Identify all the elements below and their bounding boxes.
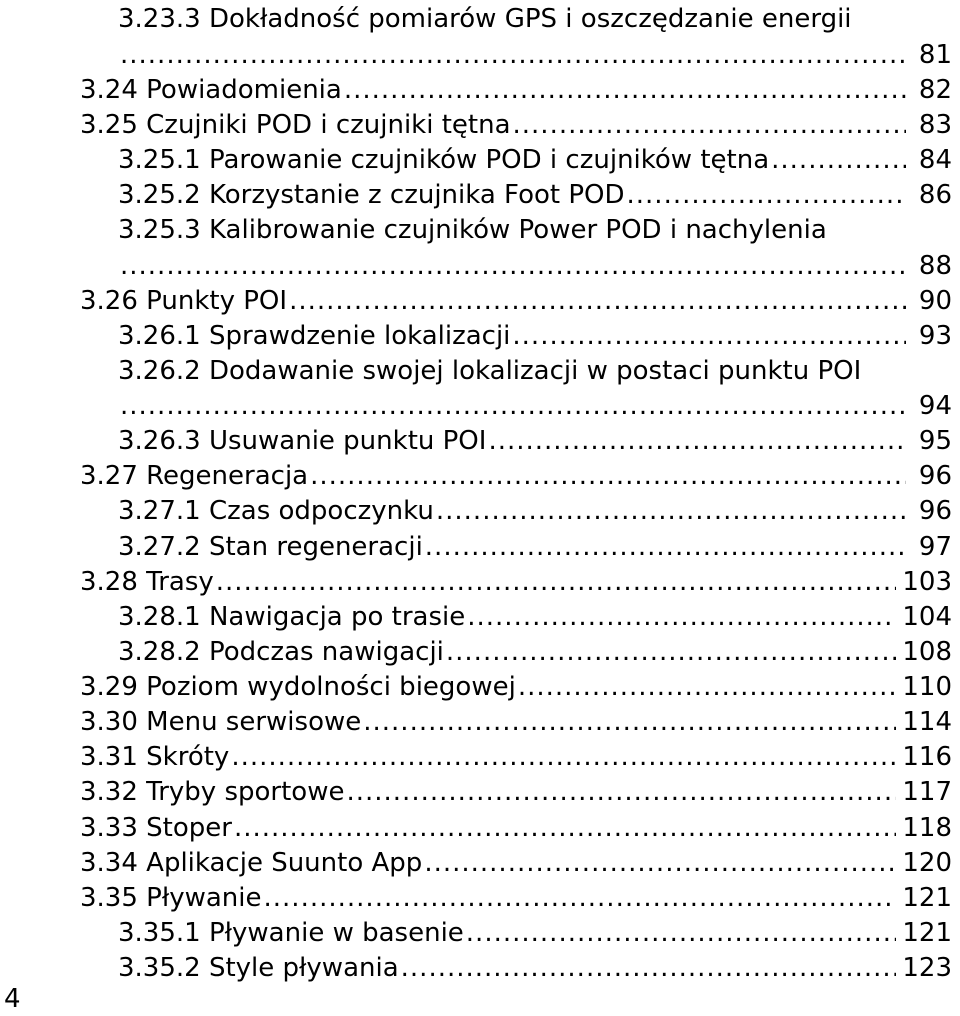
toc-entry-title: 3.28.1 Nawigacja po trasie [118, 602, 466, 632]
dot-leader [120, 389, 906, 423]
toc-entry-title: 3.34 Aplikacje Suunto App [80, 848, 423, 878]
toc-entry[interactable] [118, 424, 952, 458]
dot-leader [424, 846, 896, 880]
dot-leader [289, 284, 906, 318]
toc-entry-title: 3.25.3 Kalibrowanie czujników Power POD i nachylenia [118, 215, 827, 245]
dot-leader [264, 881, 897, 915]
dot-leader [216, 565, 897, 599]
toc-entry[interactable] [118, 354, 952, 388]
toc-entry-page: 96 [918, 496, 952, 526]
toc-entry-page: 97 [918, 532, 952, 562]
dot-leader [231, 740, 896, 774]
toc-entry[interactable] [118, 38, 952, 72]
toc-entry-page: 104 [902, 602, 952, 632]
toc-entry[interactable] [80, 846, 952, 880]
toc-entry-title: 3.32 Tryby sportowe [80, 777, 345, 807]
toc-entry-page: 95 [918, 426, 952, 456]
toc-entry-title: 3.31 Skróty [80, 742, 230, 772]
dot-leader [344, 73, 906, 107]
toc-entry[interactable] [118, 600, 952, 634]
dot-leader [488, 424, 906, 458]
toc-entry[interactable] [118, 178, 952, 212]
dot-leader [120, 249, 906, 283]
toc-entry-page: 121 [902, 918, 952, 948]
dot-leader [346, 775, 896, 809]
toc-entry-title: 3.25 Czujniki POD i czujniki tętna [80, 110, 511, 140]
toc-entry[interactable] [80, 775, 952, 809]
toc-entry-page: 114 [902, 707, 952, 737]
toc-entry-page: 90 [918, 286, 952, 316]
toc-entry-page: 120 [902, 848, 952, 878]
toc-entry-title: 3.27.2 Stan regeneracji [118, 532, 423, 562]
dot-leader [401, 951, 897, 985]
dot-leader [771, 143, 906, 177]
toc-entry[interactable] [118, 2, 952, 36]
toc-entry-title: 3.35.1 Pływanie w basenie [118, 918, 464, 948]
toc-entry-page: 86 [918, 180, 952, 210]
toc-entry-title: 3.27.1 Czas odpoczynku [118, 496, 434, 526]
toc-entry-page: 116 [902, 742, 952, 772]
toc-entry-page: 82 [918, 75, 952, 105]
toc-entry[interactable] [80, 705, 952, 739]
toc-entry-title: 3.24 Powiadomienia [80, 75, 342, 105]
toc-entry[interactable] [118, 319, 952, 353]
dot-leader [363, 705, 896, 739]
toc-entry[interactable] [80, 565, 952, 599]
toc-entry-page: 110 [902, 672, 952, 702]
toc-entry-page: 93 [918, 321, 952, 351]
toc-entry-title: 3.25.2 Korzystanie z czujnika Foot POD [118, 180, 625, 210]
dot-leader [446, 635, 896, 669]
toc-entry[interactable] [80, 108, 952, 142]
toc-entry-page: 94 [918, 391, 952, 421]
toc-entry-title: 3.25.1 Parowanie czujników POD i czujników tętna [118, 145, 770, 175]
toc-entry[interactable] [118, 213, 952, 247]
toc-entry[interactable] [80, 881, 952, 915]
toc-entry-page: 118 [902, 813, 952, 843]
toc-entry-page: 83 [918, 110, 952, 140]
dot-leader [120, 38, 906, 72]
toc-entry-title: 3.28.2 Podczas nawigacji [118, 637, 444, 667]
toc-entry-page: 123 [902, 953, 952, 983]
toc-entry-title: 3.29 Poziom wydolności biegowej [80, 672, 516, 702]
toc-entry[interactable] [80, 284, 952, 318]
dot-leader [512, 319, 906, 353]
toc-entry[interactable] [118, 951, 952, 985]
dot-leader [310, 459, 906, 493]
toc-entry[interactable] [80, 73, 952, 107]
toc-entry[interactable] [80, 670, 952, 704]
toc-entry-page: 84 [918, 145, 952, 175]
toc-entry-title: 3.26.3 Usuwanie punktu POI [118, 426, 487, 456]
toc-entry-title: 3.26.2 Dodawanie swojej lokalizacji w postaci punktu POI [118, 356, 862, 386]
toc-entry[interactable] [118, 389, 952, 423]
dot-leader [466, 916, 897, 950]
toc-entry-page: 108 [902, 637, 952, 667]
toc-entry[interactable] [118, 494, 952, 528]
page-number: 4 [4, 984, 21, 1014]
toc-entry[interactable] [80, 811, 952, 845]
dot-leader [425, 530, 906, 564]
dot-leader [518, 670, 897, 704]
toc-entry-title: 3.35.2 Style pływania [118, 953, 399, 983]
toc-entry[interactable] [118, 249, 952, 283]
toc-entry-title: 3.26 Punkty POI [80, 286, 288, 316]
toc-entry-page: 81 [918, 40, 952, 70]
toc-entry-page: 88 [918, 251, 952, 281]
toc-entry-page: 96 [918, 461, 952, 491]
toc-entry-title: 3.27 Regeneracja [80, 461, 309, 491]
dot-leader [234, 811, 896, 845]
toc-entry[interactable] [80, 740, 952, 774]
toc-entry-title: 3.33 Stoper [80, 813, 232, 843]
toc-entry-title: 3.23.3 Dokładność pomiarów GPS i oszczędzanie energii [118, 4, 852, 34]
dot-leader [467, 600, 896, 634]
toc-entry[interactable] [118, 635, 952, 669]
toc-entry-page: 117 [902, 777, 952, 807]
toc-entry[interactable] [118, 143, 952, 177]
dot-leader [627, 178, 906, 212]
toc-entry-title: 3.35 Pływanie [80, 883, 262, 913]
dot-leader [513, 108, 906, 142]
toc-entry-page: 103 [902, 567, 952, 597]
toc-entry-title: 3.30 Menu serwisowe [80, 707, 362, 737]
toc-entry-title: 3.26.1 Sprawdzenie lokalizacji [118, 321, 511, 351]
toc-entry[interactable] [80, 459, 952, 493]
toc-entry[interactable] [118, 916, 952, 950]
dot-leader [436, 494, 906, 528]
toc-entry[interactable] [118, 530, 952, 564]
toc-entry-title: 3.28 Trasy [80, 567, 214, 597]
toc-entry-page: 121 [902, 883, 952, 913]
